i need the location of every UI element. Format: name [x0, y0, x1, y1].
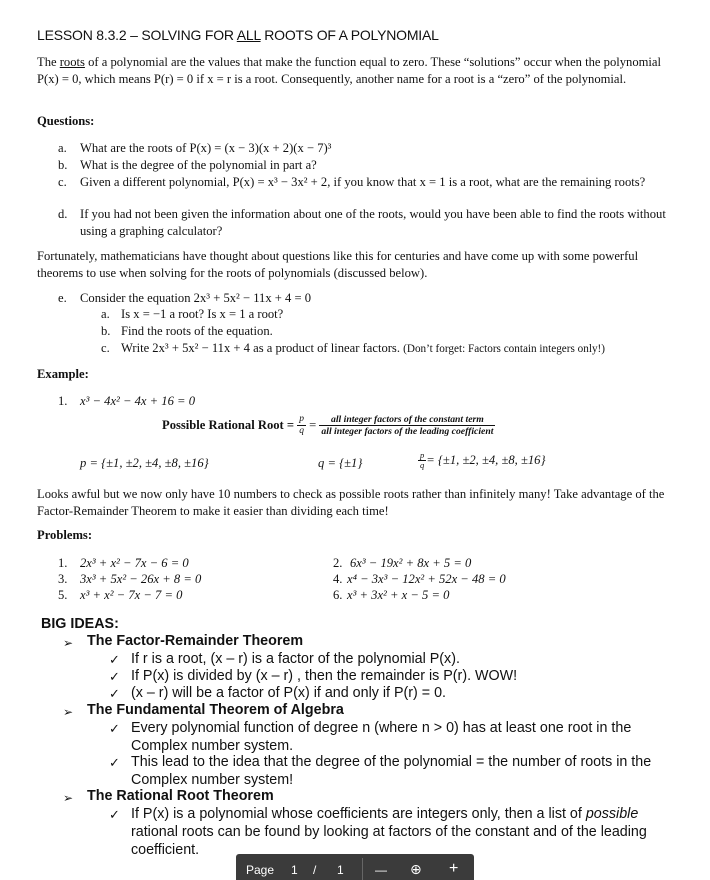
pq-set: $\frac{p}{q}$ = {±1, ±2, ±4, ±8, ±16} — [420, 450, 546, 470]
zoom-icon[interactable]: ⊕ — [410, 861, 422, 877]
intro-paragraph: The roots of a polynomial are the values that make the function equal to zero. These “solutions” occur when the polynomial P(x) = 0, which means P(r) = 0 if x = r is a root. Consequently, another name for a root is a “zero” of the polynomial. — [37, 55, 662, 86]
p-set: p = {±1, ±2, ±4, ±8, ±16} — [80, 456, 209, 470]
page-slash: / — [313, 863, 317, 877]
looks-awful-paragraph: Looks awful but we now only have 10 numbers to check as possible roots rather than infinitely many! Take advantage of the Factor-Remainder Theorem to make it easier than dividing each time! — [37, 487, 665, 518]
toolbar-divider — [362, 858, 363, 880]
possible-rational-root: Possible Rational Root = $\frac{p}{q}$ = $\frac{\text{all integer factors of the constant term}}{\text{all integer factors of the leading coefficient}}$ — [162, 414, 494, 437]
theorem-title: The Fundamental Theorem of Algebra — [87, 702, 344, 718]
check-icon: ✓ — [109, 755, 120, 770]
zoom-in-button[interactable]: + — [449, 860, 459, 877]
fortunately-paragraph: Fortunately, mathematicians have thought about questions like this for centuries and have come up with some powerful theorems to use when solving for the roots of polynomials (discussed below). — [37, 249, 639, 280]
zoom-out-button[interactable]: — — [375, 863, 387, 877]
check-icon: ✓ — [109, 807, 120, 822]
example-heading: Example: — [37, 367, 89, 381]
factors-fraction: $\frac{\text{all integer factors of the constant term}}{\text{all integer factors of the leading coefficient}}$ — [321, 414, 494, 437]
theorem-bullet: This lead to the idea that the degree of the polynomial = the number of roots in the Complex number system! — [131, 754, 652, 788]
theorem-bullet: If r is a root, (x – r) is a factor of the polynomial P(x). — [131, 651, 460, 667]
q-set: q = {±1} — [318, 456, 363, 470]
questions-heading: Questions: — [37, 114, 95, 128]
theorem-bullet: (x – r) will be a factor of P(x) if and only if P(r) = 0. — [131, 685, 447, 701]
lesson-title: LESSON 8.3.2 – SOLVING FOR ALL ROOTS OF A POLYNOMIAL — [37, 27, 439, 43]
page-label: Page — [246, 863, 275, 877]
check-icon: ✓ — [109, 721, 120, 736]
pq-fraction: $\frac{p}{q}$ — [299, 414, 304, 436]
check-icon: ✓ — [109, 669, 120, 684]
theorem-bullet: If P(x) is a polynomial whose coefficients are integers only, then a list of possible rational roots can be found by looking at factors of the constant and of the leading coefficient. — [131, 806, 647, 858]
check-icon: ✓ — [109, 686, 120, 701]
pdf-page-toolbar — [236, 854, 474, 880]
check-icon: ✓ — [109, 652, 120, 667]
arrow-icon: ➢ — [63, 705, 74, 719]
theorem-bullet: If P(x) is divided by (x – r) , then the remainder is P(r). WOW! — [131, 668, 518, 684]
arrow-icon: ➢ — [63, 636, 74, 650]
page-current-input[interactable]: 1 — [291, 863, 298, 877]
document-page: LESSON 8.3.2 – SOLVING FOR ALL ROOTS OF A POLYNOMIAL The roots of a polynomial are the values that make the function equal to zero. These “solutions” occur when the polynomial P(x) = 0, which means P(r) = 0 if x = r is a root. Consequently, another name for a root is a “zero” of the polynomial. Questions: a. What are the roots of P(x) = (x − 3)(x + 2)(x − 7)³ b. What is the degree of the polynomial in part a? c. Given a different polynomial, P(x) = x³ − 3x² + 2, if you know that x = 1 is a root, what are the remaining roots? d. If you had not been given the information about one of the roots, would you have been able to find the roots without using a graphing calculator? Fortunately, mathematicians have thought about questions like this for centuries and have come up with some powerful theorems to use when solving for the roots of polynomials (discussed below). e. Consider the equation 2x³ + 5x² − 11x + 4 = 0 a. Is x = −1 a root? Is x = 1 a root? b. Find the roots of the equation. c. Write 2x³ + 5x² − 11x + 4 as a product of linear factors. (Don’t forget: Factors contain integers only!) Example: 1. x³ − 4x² − 4x + 16 = 0 Possible Rational Root = $\frac{p}{q}$ = $\frac{\text{all integer factors of the constant term}}{\text{all integer factors of the leading coefficient}}$ p = {±1, ±2, ±4, ±8, ±16} q = {±1} $\frac{p}{q}$ = {±1, ±2, ±4, ±8, ±16} Looks awful but we now only have 10 numbers to check as possible roots rather than infinitely many! Take advantage of the Factor-Remainder Theorem to make it easier than dividing each time! Problems: 1. 2x³ + x² − 7x − 6 = 0 3. 3x³ + 5x² − 26x + 8 = 0 5. x³ + x² − 7x − 7 = 0 2. 6x³ − 19x² + 8x + 5 = 0 4. x⁴ − 3x³ − 12x² + 52x − 48 = 0 6. x³ + 3x² + x − 5 = 0 BIG IDEAS: ➢ The Factor-Remainder Theorem ✓ If r is a root, (x – r) is a factor of the polynomial P(x). ✓ If P(x) is divided by (x – r) , then the remainder is P(r). WOW! ✓ (x – r) will be a factor of P(x) if and only if P(r) = 0. ➢ The Fundamental Theorem of Algebra ✓ Every polynomial function of degree n (where n > 0) has at least one root in the Complex number system. ✓ This lead to the idea that the degree of the polynomial = the number of roots in the Complex number system! ➢ The Rational Root Theorem ✓ If P(x) is a polynomial whose coefficients are integers only, then a list of possible rational roots can be found by looking at factors of the constant and of the leading coefficient. — [0, 0, 710, 876]
theorem-bullet: Every polynomial function of degree n (where n > 0) has at least one root in the Complex number system. — [131, 720, 632, 754]
theorem-title: The Rational Root Theorem — [87, 788, 274, 804]
theorem-title: The Factor-Remainder Theorem — [87, 633, 304, 649]
problems-heading: Problems: — [37, 528, 93, 542]
big-ideas-heading: BIG IDEAS: — [41, 616, 119, 632]
arrow-icon: ➢ — [63, 791, 74, 805]
page-total: 1 — [337, 863, 344, 877]
